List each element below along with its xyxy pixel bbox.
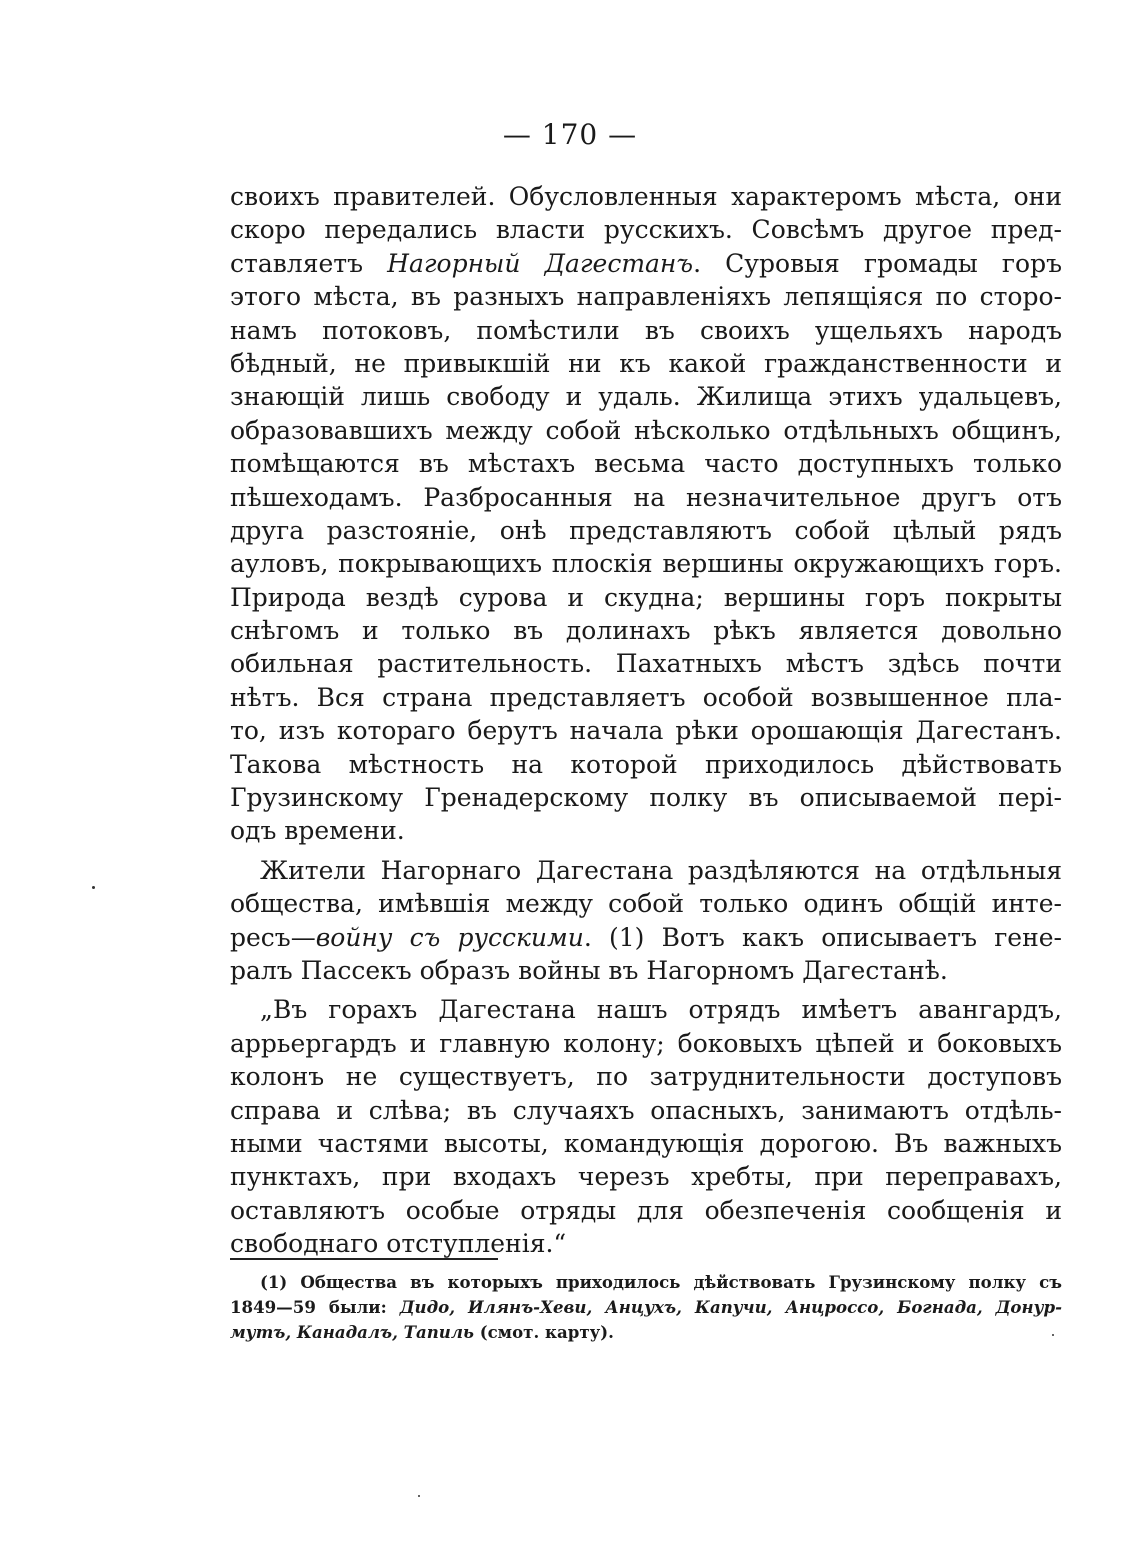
footnote [230, 1270, 1062, 1345]
text-line: общества, имѣвшія между собой только одинъ общій инте- [230, 889, 1062, 919]
text-line: одъ времени. [230, 816, 405, 846]
text-line: Такова мѣстность на которой приходилось дѣйствовать [230, 749, 1062, 779]
text-line: друга разстояніе, онѣ представляютъ собой цѣлый рядъ [230, 515, 1062, 545]
text-line: своихъ правителей. Обусловленныя характеромъ мѣста, они [230, 182, 1062, 211]
text-line: скоро передались власти русскихъ. Совсѣмъ другое пред- [230, 215, 1062, 245]
print-speck [92, 886, 95, 889]
emphasis: войну съ русскими [315, 922, 584, 952]
text-line: образовавшихъ между собой нѣсколько отдѣльныхъ общинъ, [230, 415, 1062, 445]
text-line: оставляютъ особые отряды для обезпеченія сообщенія и [230, 1195, 1062, 1225]
print-speck [1052, 1334, 1054, 1336]
text-line: нѣтъ. Вся страна представляетъ особой возвышенное пла- [230, 682, 1062, 712]
text-line: этого мѣста, въ разныхъ направленіяхъ лепящіяся по сторо- [230, 282, 1062, 312]
text-line: ауловъ, покрывающихъ плоскія вершины окружающихъ горъ. [230, 549, 1062, 579]
text-line: бѣдный, не привыкшій ни къ какой гражданственности и [230, 348, 1062, 378]
footnote-line: мутъ, Канадалъ, Тапиль (смот. карту). [230, 1322, 614, 1342]
text-line: то, изъ котораго берутъ начала рѣки орошающія Дагестанъ. [230, 716, 1062, 746]
text-line: ралъ Пассекъ образъ войны въ Нагорномъ Дагестанѣ. [230, 955, 948, 985]
text-line: „Въ горахъ Дагестана нашъ отрядъ имѣетъ авангардъ, [260, 995, 1062, 1025]
text-line: аррьергардъ и главную колону; боковыхъ цѣпей и боковыхъ [230, 1028, 1062, 1058]
main-text [230, 180, 1062, 1261]
text-line: свободнаго отступленія.“ [230, 1229, 567, 1259]
text-line: ными частями высоты, командующія дорогою. Въ важныхъ [230, 1128, 1062, 1158]
footnote-divider [230, 1258, 498, 1260]
page-number: — 170 — [502, 118, 638, 151]
text-line: снѣгомъ и только въ долинахъ рѣкъ является довольно [230, 616, 1062, 646]
print-speck [418, 1495, 420, 1497]
text-line: ставляетъ Нагорный Дагестанъ. Суровыя громады горъ [230, 248, 1062, 278]
text-line: ресъ—войну съ русскими. (1) Вотъ какъ описываетъ гене- [230, 922, 1062, 952]
emphasis: Нагорный Дагестанъ [387, 248, 694, 278]
text-line: намъ потоковъ, помѣстили въ своихъ ущельяхъ народъ [230, 315, 1062, 345]
text-line: помѣщаются въ мѣстахъ весьма часто доступныхъ только [230, 449, 1062, 479]
text-line: пунктахъ, при входахъ черезъ хребты, при переправахъ, [230, 1162, 1062, 1192]
quotation [230, 993, 1062, 1260]
footnote-line: (1) Общества въ которыхъ приходилось дѣйствовать Грузинскому полку съ [260, 1272, 1062, 1292]
text-line: колонъ не существуетъ, по затруднительности доступовъ [230, 1062, 1062, 1092]
text-line: Грузинскому Гренадерскому полку въ описываемой пері- [230, 783, 1062, 813]
footnote-line: 1849—59 были: Дидо, Илянъ-Хеви, Анцухъ, Капучи, Анцроссо, Богнада, Донур- [230, 1297, 1063, 1317]
text-line: Природа вездѣ сурова и скудна; вершины горъ покрыты [230, 582, 1062, 612]
paragraph-1 [230, 180, 1062, 848]
text-line: обильная растительность. Пахатныхъ мѣстъ здѣсь почти [230, 649, 1062, 679]
text-line: Жители Нагорнаго Дагестана раздѣляются на отдѣльныя [260, 855, 1062, 885]
paragraph-2 [230, 854, 1062, 988]
text-line: знающій лишь свободу и удаль. Жилища этихъ удальцевъ, [230, 382, 1062, 412]
text-line: пѣшеходамъ. Разбросанныя на незначительное другъ отъ [230, 482, 1062, 512]
text-line: справа и слѣва; въ случаяхъ опасныхъ, занимаютъ отдѣль- [230, 1095, 1062, 1125]
